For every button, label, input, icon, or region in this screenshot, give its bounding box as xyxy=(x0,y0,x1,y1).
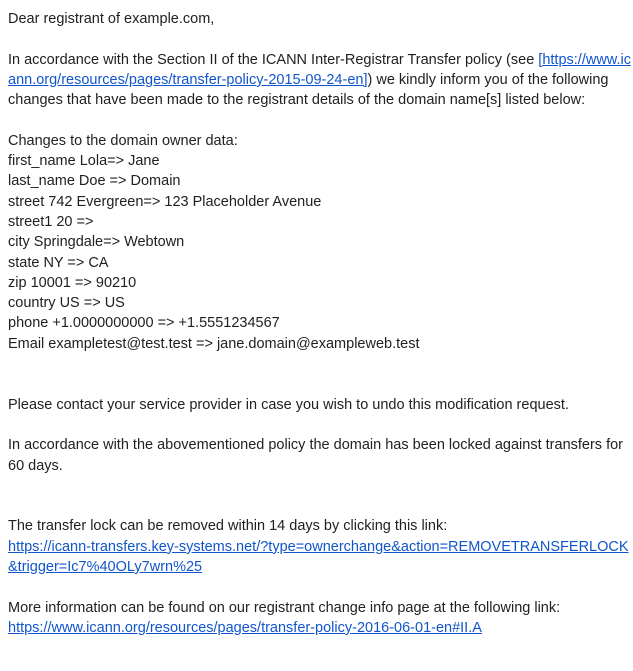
transfer-lock-removal-link-line xyxy=(8,537,631,578)
change-row-last-name: last_name Doe => Domain xyxy=(8,173,181,190)
blank-line xyxy=(8,415,631,435)
blank-line xyxy=(8,354,631,374)
change-row-city: city Springdale=> Webtown xyxy=(8,234,185,251)
change-row-phone: phone +1.0000000000 => +1.5551234567 xyxy=(8,315,280,332)
undo-request-notice: Please contact your service provider in case you wish to undo this modification request. xyxy=(8,396,569,413)
transfer-lock-notice: In accordance with the abovementioned policy the domain has been locked against transfers for 60 days. xyxy=(8,437,624,474)
change-row-first-name: first_name Lola=> Jane xyxy=(8,153,160,170)
link-open-bracket: [ xyxy=(538,51,543,68)
change-row-street1: street1 20 => xyxy=(8,213,94,230)
change-row-zip: zip 10001 => 90210 xyxy=(8,274,137,291)
greeting-line: Dear registrant of example.com, xyxy=(8,11,215,27)
changes-heading: Changes to the domain owner data: xyxy=(8,132,238,149)
blank-line xyxy=(8,29,631,49)
blank-line xyxy=(8,476,631,496)
change-row-state: state NY => CA xyxy=(8,254,109,271)
transfer-lock-removal-intro: The transfer lock can be removed within 14 days by clicking this link: xyxy=(8,518,448,535)
change-row-email: Email exampletest@test.test => jane.domain@exampleweb.test xyxy=(8,335,420,352)
intro-paragraph xyxy=(8,50,631,111)
change-row-street: street 742 Evergreen=> 123 Placeholder Avenue xyxy=(8,193,322,210)
remove-transfer-lock-link[interactable]: https://icann-transfers.key-systems.net/?type=ownerchange&action=REMOVETRANSFERLOCK&trigger=Ic7%40OLy7wrn%25 xyxy=(8,538,629,576)
intro-sentence-lead: In accordance with the Section II of the ICANN Inter-Registrar Transfer policy (see xyxy=(8,51,535,68)
change-row-country: country US => US xyxy=(8,295,125,312)
blank-line xyxy=(8,374,631,394)
icann-transfer-policy-2015-link[interactable]: https://www.icann.org/resources/pages/transfer-policy-2015-09-24-en xyxy=(8,51,631,88)
icann-transfer-policy-2016-link[interactable]: https://www.icann.org/resources/pages/transfer-policy-2016-06-01-en#II.A xyxy=(8,619,482,636)
more-information-intro: More information can be found on our registrant change info page at the following link: xyxy=(8,599,561,616)
intro-sentence-tail: ) we kindly inform you of the following changes that have been made to the registrant details of the domain name[s] listed below: xyxy=(8,71,609,109)
blank-line xyxy=(8,110,631,130)
blank-line xyxy=(8,577,631,597)
domain-owner-changes-block xyxy=(8,131,631,354)
blank-line xyxy=(8,496,631,516)
link-close-bracket: ] xyxy=(363,71,368,88)
more-information-link-line xyxy=(8,618,631,638)
